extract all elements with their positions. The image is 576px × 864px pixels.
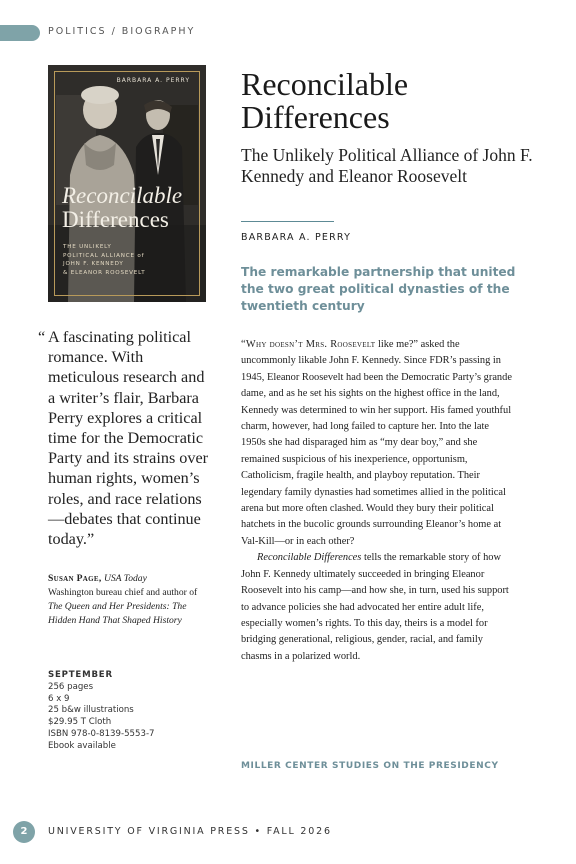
page-number-badge: 2 (13, 821, 35, 843)
quote-text: A fascinating political romance. With meticulous research and a writer’s flair, Barbara Perry explores a critical time for the Democratic Party and its strains over human rights, women’s roles, and race relations—debates that continue today.” (48, 328, 209, 549)
cover-subtitle: THE UNLIKELY POLITICAL ALLIANCE of JOHN F. KENNEDY & ELEANOR ROOSEVELT (63, 244, 146, 276)
cover-title-line2: Differences (62, 207, 169, 232)
title-divider (241, 221, 334, 222)
cover-title-line1: Reconcilable (62, 183, 183, 208)
description-paragraph-1: “Why doesn’t Mrs. Roosevelt like me?” asked the uncommonly likable John F. Kennedy. Since FDR’s passing in 1945, Eleanor Roosevelt had been the Democratic Party’s grande dame, and as he set his sights on the highest office in the land, Kennedy was determined to win her support. His famed youthful charm, however, had long failed to capture her. Into the late 1950s she had disparaged him as “my dear boy,” and she remained suspicious of his inexperience, opportunism, Catholicism, fragile health, and playboy reputation. Their legendary family dynasties had sometimes allied in the political arena but more often clashed. Would they bury their political hatchets in the bucolic grounds surrounding Eleanor’s home at Val-Kill—or in each other? (241, 339, 512, 547)
book-tagline: The remarkable partnership that united the two great political dynasties of the twentieth century (241, 265, 516, 313)
price: $29.95 T Cloth (48, 717, 112, 728)
isbn: ISBN 978-0-8139-5553-7 (48, 728, 155, 739)
ebook-availability: Ebook available (48, 740, 116, 751)
book-cover-image (48, 65, 206, 302)
cover-author: BARBARA A. PERRY (116, 77, 190, 84)
footer-publisher: UNIVERSITY OF VIRGINIA PRESS • FALL 2026 (48, 826, 332, 837)
section-label: POLITICS / BIOGRAPHY (48, 26, 196, 37)
quote-attribution: Susan Page, USA Today Washington bureau chief and author of The Queen and Her Presidents: The Hidden Hand That Shaped History (48, 573, 198, 626)
review-quote (38, 327, 213, 549)
book-specs (48, 670, 155, 753)
page-count: 256 pages (48, 681, 94, 692)
book-description (241, 337, 516, 665)
series-name: MILLER CENTER STUDIES ON THE PRESIDENCY (241, 761, 499, 771)
quote-open-mark: “ (38, 328, 46, 346)
description-paragraph-2: Reconcilable Differences tells the remarkable story of how John F. Kennedy ultimately succeeded in bringing Eleanor Roosevelt into his camp—and how she, in turn, used his support to advance policies she had advocated her entire adult life, especially women’s rights. To this day, theirs is a model for bridging generational, religious, gender, racial, and family chasms in a polarized world. (241, 552, 509, 662)
trim-size: 6 x 9 (48, 693, 70, 704)
section-tab-marker (0, 25, 40, 41)
book-author: BARBARA A. PERRY (241, 232, 352, 243)
illustrations-count: 25 b&w illustrations (48, 705, 134, 716)
release-month: SEPTEMBER (48, 670, 113, 680)
book-subtitle: The Unlikely Political Alliance of John F. Kennedy and Eleanor Roosevelt (241, 145, 533, 186)
book-title: Reconcilable Differences (241, 66, 409, 135)
